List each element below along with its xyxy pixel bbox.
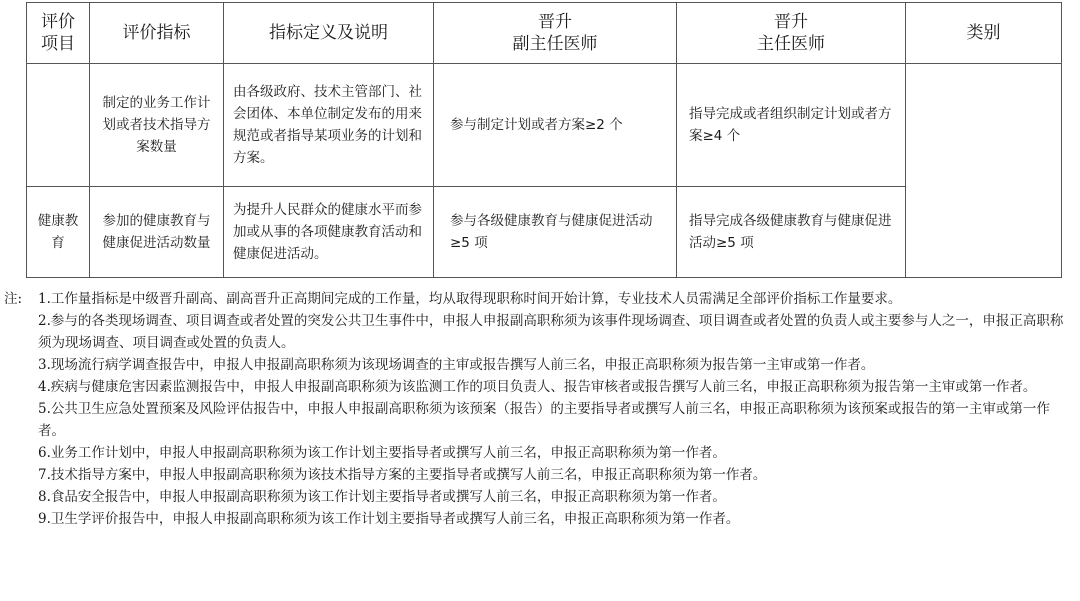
row-definition: 为提升人民群众的健康水平而参加或从事的各项健康教育活动和健康促进活动。 [224, 187, 434, 278]
note-item: 3.现场流行病学调查报告中，申报人申报副高职称须为该现场调查的主审或报告撰写人前三名，申报正高职称须为报告第一主审或第一作者。 [38, 357, 875, 373]
note-item: 4.疾病与健康危害因素监测报告中，申报人申报副高职称须为该监测工作的项目负责人、报告审核者或报告撰写人前三名，申报正高职称须为报告第一主审或第一作者。 [38, 379, 1037, 395]
row-deputy-requirement: 参与制定计划或者方案≥2 个 [434, 64, 677, 187]
header-indicator: 评价指标 [90, 3, 224, 64]
row-chief-requirement: 指导完成或者组织制定计划或者方案≥4 个 [677, 64, 906, 187]
notes-label: 注: [4, 291, 23, 307]
table-header-row [27, 3, 1062, 64]
row-indicator: 制定的业务工作计划或者技术指导方案数量 [90, 64, 224, 187]
header-chief-physician: 晋升 主任医师 [677, 3, 906, 64]
row-chief-requirement: 指导完成各级健康教育与健康促进活动≥5 项 [677, 187, 906, 278]
header-definition: 指标定义及说明 [224, 3, 434, 64]
note-text: 1.工作量指标是中级晋升副高、副高晋升正高期间完成的工作量，均从取得现职称时间开始计算，专业技术人员需满足全部评价指标工作量要求。 [38, 291, 902, 307]
header-category: 评价 项目 [27, 3, 90, 64]
table-row [27, 64, 1062, 187]
note-item: 6.业务工作计划中，申报人申报副高职称须为该工作计划主要指导者或撰写人前三名，申报正高职称须为第一作者。 [38, 445, 726, 461]
note-item: 2.参与的各类现场调查、项目调查或者处置的突发公共卫生事件中，申报人申报副高职称须为该事件现场调查、项目调查或者处置的负责人或主要参与人之一，申报正高职称须为现场调查、项目调查或处置的负责人。 [38, 313, 1064, 351]
note-item: 5.公共卫生应急处置预案及风险评估报告中，申报人申报副高职称须为该预案（报告）的主要指导者或撰写人前三名，申报正高职称须为该预案或报告的第一主审或第一作者。 [38, 401, 1050, 439]
notes-section [4, 288, 1074, 530]
row-type [906, 64, 1062, 278]
row-indicator: 参加的健康教育与健康促进活动数量 [90, 187, 224, 278]
note-item: 9.卫生学评价报告中，申报人申报副高职称须为该工作计划主要指导者或撰写人前三名，申报正高职称须为第一作者。 [38, 511, 740, 527]
row-category: 健康教育 [27, 187, 90, 278]
row-category [27, 64, 90, 187]
row-definition: 由各级政府、技术主管部门、社会团体、本单位制定发布的用来规范或者指导某项业务的计划和方案。 [224, 64, 434, 187]
row-deputy-requirement: 参与各级健康教育与健康促进活动≥5 项 [434, 187, 677, 278]
header-deputy-chief-physician: 晋升 副主任医师 [434, 3, 677, 64]
note-item: 7.技术指导方案中，申报人申报副高职称须为该技术指导方案的主要指导者或撰写人前三名，申报正高职称须为第一作者。 [38, 467, 767, 483]
evaluation-table [26, 2, 1062, 278]
header-type: 类别 [906, 3, 1062, 64]
note-item [4, 288, 1074, 310]
note-item: 8.食品安全报告中，申报人申报副高职称须为该工作计划主要指导者或撰写人前三名，申报正高职称须为第一作者。 [38, 489, 726, 505]
